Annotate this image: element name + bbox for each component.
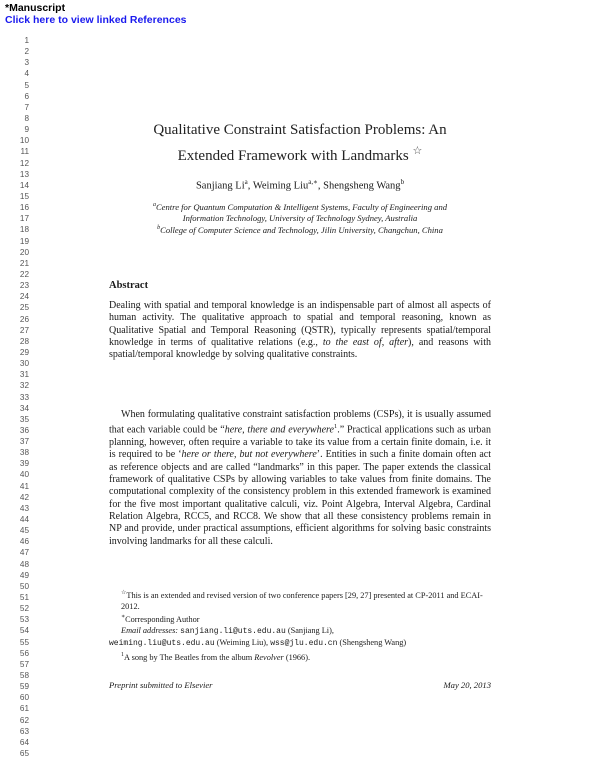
line-number: 35 bbox=[19, 414, 29, 424]
text-run: , bbox=[381, 337, 390, 349]
line-number: 36 bbox=[19, 425, 29, 435]
footnote-ref: 1 bbox=[333, 423, 338, 431]
line-number: 27 bbox=[19, 325, 29, 335]
title-line-2: Extended Framework with Landmarks bbox=[177, 148, 409, 164]
line-number: 8 bbox=[24, 113, 29, 123]
italic-run: to the east of bbox=[322, 337, 382, 349]
line-number: 17 bbox=[19, 214, 29, 224]
author-name: Sanjiang Li bbox=[195, 180, 245, 192]
line-number: 51 bbox=[19, 593, 29, 603]
email-label: Email addresses: bbox=[121, 625, 179, 635]
line-number: 24 bbox=[19, 292, 29, 302]
line-number: 38 bbox=[19, 448, 29, 458]
line-number: 48 bbox=[19, 559, 29, 569]
line-number: 42 bbox=[19, 492, 29, 502]
line-number: 26 bbox=[19, 314, 29, 324]
text-run: .” Practical applications such as urban planning, however, often require a variable to take its value from a certain finite domain, i.e. it is required to be ‘ bbox=[109, 424, 491, 461]
footer-left: Preprint submitted to Elsevier bbox=[109, 680, 213, 690]
line-number: 43 bbox=[19, 503, 29, 513]
affil-sup: b bbox=[157, 225, 161, 231]
line-number: 32 bbox=[19, 381, 29, 391]
line-number: 65 bbox=[19, 749, 29, 758]
line-number: 30 bbox=[19, 359, 29, 369]
title-star-icon: ☆ bbox=[412, 145, 423, 157]
email-link[interactable]: sanjiang.li@uts.edu.au bbox=[180, 626, 286, 636]
paper-title bbox=[60, 120, 540, 167]
author-name: Shengsheng Wang bbox=[323, 180, 401, 192]
line-number: 57 bbox=[19, 659, 29, 669]
line-number: 49 bbox=[19, 570, 29, 580]
title-line-1: Qualitative Constraint Satisfaction Problems: An bbox=[153, 122, 447, 138]
italic-run: after bbox=[389, 337, 409, 349]
email-link[interactable]: wss@jlu.edu.cn bbox=[270, 638, 338, 648]
footnote-text: (1966). bbox=[283, 652, 311, 662]
linked-references-link[interactable]: Click here to view linked References bbox=[5, 14, 187, 26]
line-number: 10 bbox=[19, 136, 29, 146]
line-number: 34 bbox=[19, 403, 29, 413]
footnote-text: This is an extended and revised version of two conference papers [29, 27] presented at CP-2011 and ECAI-2012. bbox=[121, 590, 483, 611]
line-number: 23 bbox=[19, 281, 29, 291]
footnote-text: (Sanjiang Li), bbox=[285, 625, 334, 635]
line-number: 52 bbox=[19, 604, 29, 614]
line-number: 54 bbox=[19, 626, 29, 636]
affiliation-b bbox=[60, 223, 540, 236]
footnotes bbox=[109, 588, 493, 663]
footnote-text: (Shengsheng Wang) bbox=[337, 637, 407, 647]
line-number: 47 bbox=[19, 548, 29, 558]
affil-a-line1: Centre for Quantum Computation & Intelligent Systems, Faculty of Engineering and bbox=[155, 201, 448, 212]
italic-run: here, there and everywhere bbox=[224, 424, 334, 436]
email-link[interactable]: weiming.liu@uts.edu.au bbox=[109, 638, 215, 648]
line-number: 5 bbox=[24, 80, 29, 90]
line-number: 15 bbox=[19, 191, 29, 201]
abstract-paragraph-1 bbox=[109, 300, 491, 362]
footnote-song bbox=[109, 650, 493, 664]
author-sup: a,∗ bbox=[308, 178, 318, 186]
line-number: 56 bbox=[19, 648, 29, 658]
affil-a-line2: Information Technology, University of Technology Sydney, Australia bbox=[182, 213, 418, 224]
line-number: 14 bbox=[19, 180, 29, 190]
footnote-star bbox=[109, 588, 493, 612]
abstract-paragraph-2 bbox=[109, 409, 491, 548]
line-number: 33 bbox=[19, 392, 29, 402]
footnote-emails bbox=[109, 626, 493, 638]
author-sup: b bbox=[400, 178, 405, 186]
line-number: 18 bbox=[19, 225, 29, 235]
text-run: ), and reasons with spatial/temporal knowledge by solving qualitative constraints. bbox=[109, 337, 491, 361]
line-number: 62 bbox=[19, 715, 29, 725]
line-number: 9 bbox=[24, 125, 29, 135]
line-number: 64 bbox=[19, 737, 29, 747]
line-number: 63 bbox=[19, 726, 29, 736]
line-number: 19 bbox=[19, 236, 29, 246]
line-number: 7 bbox=[24, 102, 29, 112]
line-number: 31 bbox=[19, 370, 29, 380]
line-number: 53 bbox=[19, 615, 29, 625]
line-number: 61 bbox=[19, 704, 29, 714]
line-number: 6 bbox=[24, 91, 29, 101]
footnote-emails-cont bbox=[109, 638, 493, 650]
line-number: 20 bbox=[19, 247, 29, 257]
line-number: 11 bbox=[20, 147, 29, 157]
line-number: 39 bbox=[19, 459, 29, 469]
star-icon: ☆ bbox=[121, 590, 127, 596]
line-number: 13 bbox=[19, 169, 29, 179]
line-number: 45 bbox=[19, 526, 29, 536]
footnote-text: (Weiming Liu), bbox=[214, 637, 271, 647]
author-list: Sanjiang Li$^a$, Weiming Liu$^{a,∗}$, Shengsheng Wang$^b$ bbox=[195, 178, 405, 192]
line-number: 58 bbox=[19, 671, 29, 681]
line-number: 37 bbox=[19, 437, 29, 447]
line-number: 59 bbox=[19, 682, 29, 692]
line-number: 55 bbox=[19, 637, 29, 647]
footnote-text: A song by The Beatles from the album bbox=[124, 652, 255, 662]
text-run: When formulating qualitative constraint satisfaction problems (CSPs), it is usually assumed that each variable could be “ bbox=[109, 409, 491, 436]
line-number: 3 bbox=[24, 58, 29, 68]
affil-sup: a bbox=[152, 202, 156, 208]
text-run: ’. Entities in such a finite domain often act as reference objects and are called “landmarks” in this paper. The paper extends the classical framework of qualitative CSPs by allowing variables to take values from finite domains. The computational complexity of the consistency problem in this extended framework is examined for the five most important qualitative calculi, viz. Point Algebra, Interval Algebra, Cardinal Relation Algebra, RCC5, and RCC8. We show that all these consistency problems remain in NP and provide, under practical assumptions, efficient algorithms for solving basic constraints involving landmarks for all these calculi. bbox=[109, 449, 491, 547]
line-number: 46 bbox=[19, 537, 29, 547]
line-number: 25 bbox=[19, 303, 29, 313]
footnote-corresponding bbox=[109, 612, 493, 626]
footnote-text: Corresponding Author bbox=[125, 615, 200, 625]
manuscript-label: *Manuscript bbox=[5, 2, 66, 14]
affiliation-a bbox=[60, 200, 540, 224]
line-number: 4 bbox=[24, 69, 29, 79]
line-number: 16 bbox=[19, 203, 29, 213]
line-number: 29 bbox=[19, 347, 29, 357]
footnote-mark: 1 bbox=[121, 651, 124, 658]
line-number: 22 bbox=[19, 269, 29, 279]
line-number: 44 bbox=[19, 515, 29, 525]
line-number: 21 bbox=[19, 258, 29, 268]
line-number: 41 bbox=[19, 481, 29, 491]
italic-run: here or there, but not everywhere bbox=[181, 449, 317, 461]
author-name: Weiming Liu bbox=[252, 180, 309, 192]
line-number: 50 bbox=[19, 581, 29, 591]
affil-b-line: College of Computer Science and Technology, Jilin University, Changchun, China bbox=[160, 224, 443, 235]
line-number: 12 bbox=[19, 158, 29, 168]
album-title: Revolver bbox=[254, 652, 284, 662]
line-number: 40 bbox=[19, 470, 29, 480]
line-number: 2 bbox=[24, 47, 29, 57]
text-run: Dealing with spatial and temporal knowledge is an indispensable part of almost all aspects of human activity. The qualitative approach to spatial and temporal reasoning, known as Qualitative Spatial and Temporal Reasoning (QSTR), typically represents spatial/temporal knowledge in terms of qualitative relations (e.g., bbox=[109, 300, 491, 349]
author-sup: a bbox=[244, 178, 248, 186]
asterisk-icon: ∗ bbox=[121, 614, 126, 621]
abstract-heading: Abstract bbox=[109, 280, 149, 291]
footer-date: May 20, 2013 bbox=[443, 680, 491, 690]
line-number: 28 bbox=[19, 336, 29, 346]
line-numbers bbox=[0, 35, 29, 759]
line-number: 1 bbox=[24, 36, 29, 45]
line-number: 60 bbox=[19, 693, 29, 703]
